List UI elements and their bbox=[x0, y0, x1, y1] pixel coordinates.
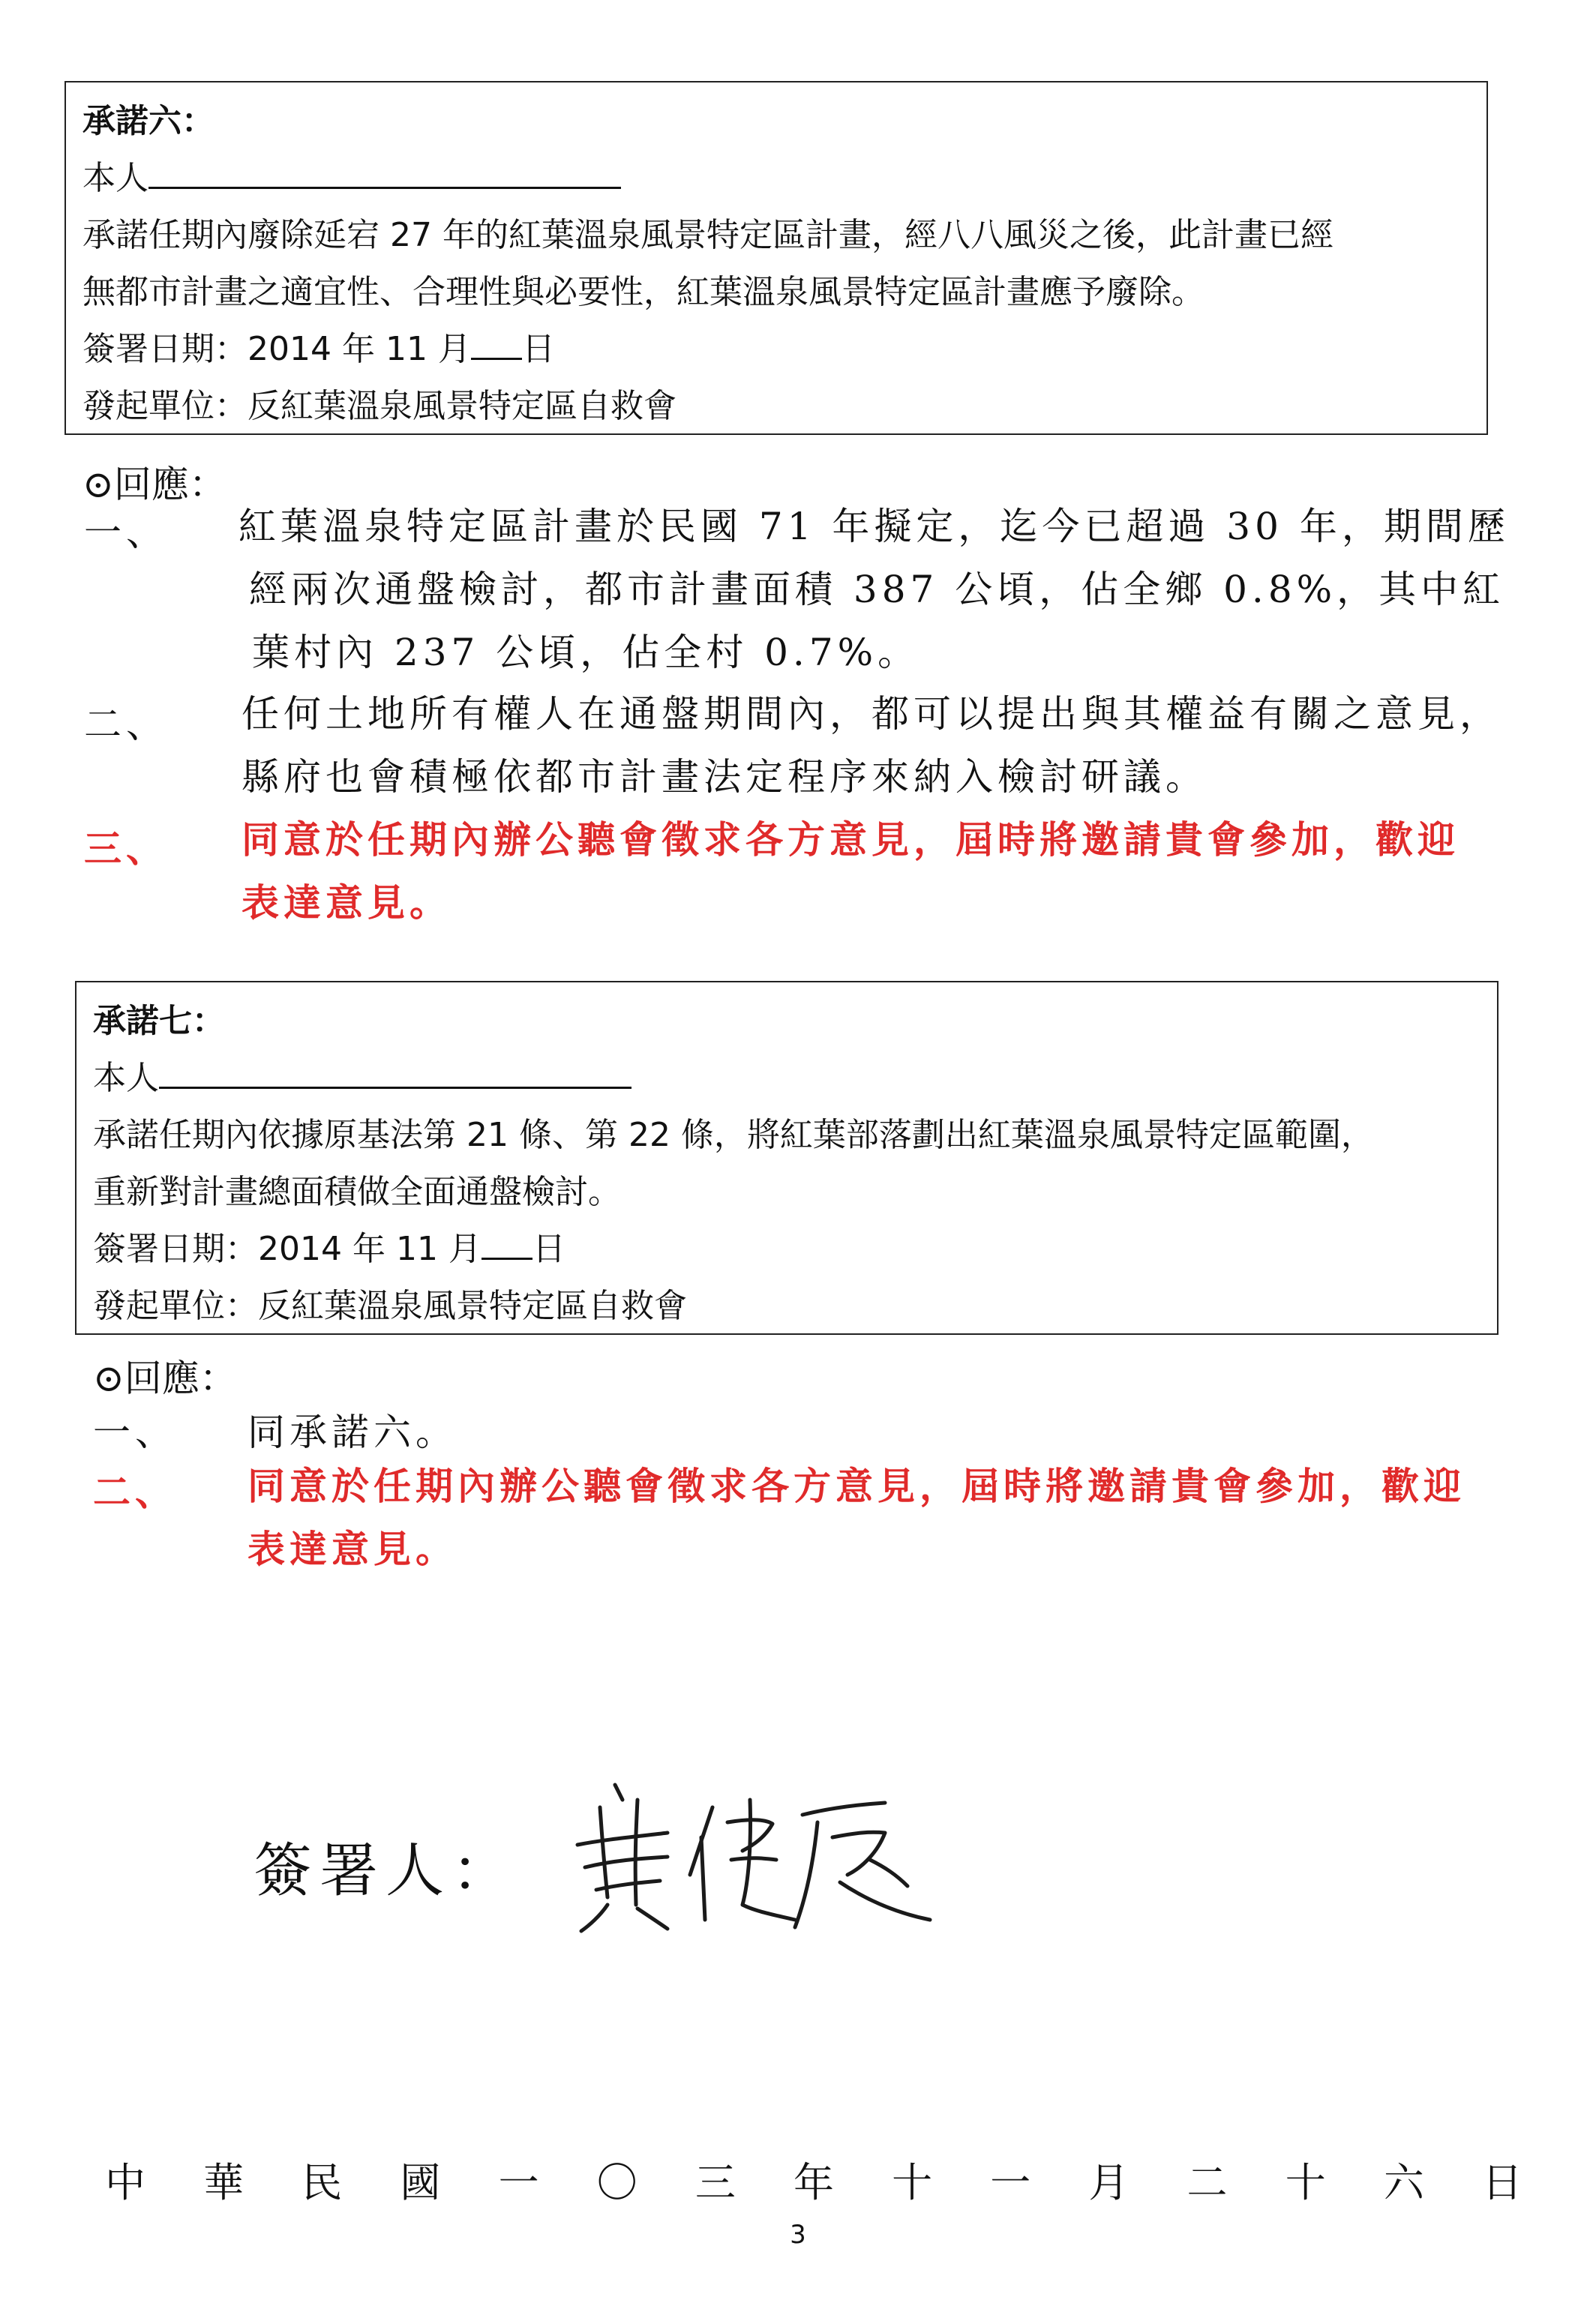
pledge-6-person bbox=[82, 150, 1470, 207]
response-7-item-2-num: 二、 bbox=[93, 1470, 177, 1514]
person-label: 本人 bbox=[93, 1059, 159, 1097]
date-char: 十 bbox=[1285, 2159, 1326, 2206]
date-char: 民 bbox=[302, 2159, 343, 2206]
text-line: 葉村內 237 公頃，佔全村 0.7%。 bbox=[252, 631, 920, 674]
pledge-6-text-2: 無都市計畫之適宜性、合理性與必要性，紅葉溫泉風景特定區計畫應予廢除。 bbox=[82, 273, 1204, 311]
date-char: 日 bbox=[1481, 2159, 1522, 2206]
pledge-7-person bbox=[93, 1050, 1480, 1107]
date-suffix: 日 bbox=[521, 330, 555, 368]
handwritten-signature bbox=[555, 1755, 945, 1935]
date-char: 年 bbox=[793, 2159, 834, 2206]
response-7-heading: ⊙回應： bbox=[93, 1357, 237, 1400]
text-line: 同意於任期內辦公聽會徵求各方意見，屆時將邀請貴會參加，歡迎 bbox=[242, 817, 1460, 862]
text-line: 縣府也會積極依都市計畫法定程序來納入檢討研議。 bbox=[242, 755, 1208, 799]
date-char: 月 bbox=[1088, 2159, 1130, 2206]
response-6-heading: ⊙回應： bbox=[82, 463, 226, 506]
date-suffix: 日 bbox=[532, 1230, 566, 1268]
date-char: 一 bbox=[498, 2159, 539, 2206]
text-line: 同承諾六。 bbox=[248, 1411, 458, 1454]
date-char: 六 bbox=[1383, 2159, 1424, 2206]
pledge-6-org: 發起單位：反紅葉溫泉風景特定區自救會 bbox=[82, 387, 676, 425]
pledge-7-text-2: 重新對計畫總面積做全面通盤檢討。 bbox=[93, 1173, 621, 1211]
pledge-6-title: 承諾六： bbox=[82, 102, 214, 140]
text-line: 經兩次通盤檢討，都市計畫面積 387 公頃，佔全鄉 0.8%，其中紅 bbox=[249, 568, 1505, 611]
text-line: 任何土地所有權人在通盤期間內，都可以提出與其權益有關之意見， bbox=[242, 692, 1502, 736]
pledge-7-text-1: 承諾任期內依據原基法第 21 條、第 22 條，將紅葉部落劃出紅葉溫泉風景特定區範圍， bbox=[93, 1116, 1374, 1154]
name-blank bbox=[148, 157, 621, 189]
response-6-item-3-text bbox=[242, 808, 1460, 934]
date-char: 十 bbox=[892, 2159, 933, 2206]
date-char: 〇 bbox=[596, 2159, 638, 2206]
page-number: 3 bbox=[790, 2220, 806, 2250]
response-6-item-1-text bbox=[238, 495, 1510, 684]
pledge-6-text-1: 承諾任期內廢除延宕 27 年的紅葉溫泉風景特定區計畫，經八八風災之後，此計畫已經 bbox=[82, 216, 1334, 254]
date-char: 二 bbox=[1186, 2159, 1228, 2206]
document-date bbox=[105, 2151, 1522, 2209]
text-line: 紅葉溫泉特定區計畫於民國 71 年擬定，迄今已超過 30 年，期間歷 bbox=[238, 505, 1510, 548]
response-7-item-1-num: 一、 bbox=[93, 1411, 177, 1454]
date-prefix: 簽署日期：2014 年 11 月 bbox=[82, 330, 471, 368]
date-char: 一 bbox=[990, 2159, 1031, 2206]
text-line: 表達意見。 bbox=[242, 880, 452, 925]
pledge-7-box bbox=[75, 981, 1498, 1335]
pledge-7-date bbox=[93, 1221, 1480, 1278]
person-label: 本人 bbox=[82, 159, 148, 197]
response-6-item-1-num: 一、 bbox=[84, 511, 168, 554]
response-6-item-2-num: 二、 bbox=[84, 703, 168, 746]
pledge-6-date bbox=[82, 321, 1470, 378]
name-blank bbox=[159, 1057, 632, 1089]
text-line: 同意於任期內辦公聽會徵求各方意見，屆時將邀請貴會參加，歡迎 bbox=[248, 1464, 1466, 1508]
date-char: 中 bbox=[105, 2159, 146, 2206]
date-char: 國 bbox=[400, 2159, 441, 2206]
date-char: 三 bbox=[694, 2159, 736, 2206]
pledge-7-title: 承諾七： bbox=[93, 1002, 225, 1040]
pledge-6-box bbox=[64, 81, 1488, 435]
response-6-item-2-text bbox=[242, 682, 1502, 808]
response-6-item-3-num: 三、 bbox=[84, 826, 168, 871]
day-blank bbox=[471, 328, 522, 360]
signer-label: 簽署人： bbox=[254, 1837, 518, 1905]
day-blank bbox=[482, 1228, 532, 1260]
text-line: 表達意見。 bbox=[248, 1527, 458, 1571]
date-char: 華 bbox=[203, 2159, 244, 2206]
response-7-item-2-text bbox=[248, 1455, 1466, 1581]
pledge-7-org: 發起單位：反紅葉溫泉風景特定區自救會 bbox=[93, 1287, 687, 1325]
date-prefix: 簽署日期：2014 年 11 月 bbox=[93, 1230, 482, 1268]
